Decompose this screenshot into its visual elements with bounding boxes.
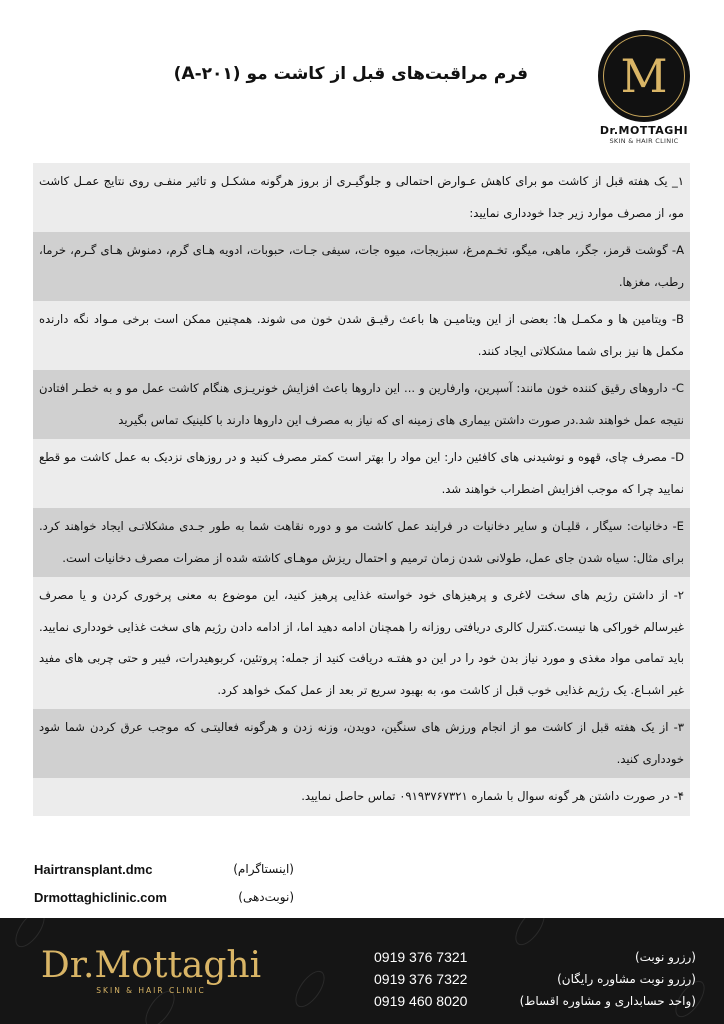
logo-letter: M — [620, 49, 668, 103]
section-3: ۳- از یک هفته قبل از کاشت مو از انجام ورزش های سنگین، دویدن، وزنه زدن و هرگونه فعالیتـی که موجب عرق کردن شما شود خودداری کنید. — [33, 709, 690, 778]
section-a: A- گوشت قرمز، جگر، ماهی، میگو، تخـم‌مرغ، سبزیجات، میوه جات، سیفی جـات، حبوبات، ادویه هـای گرم، دمنوش هـای گـرم، خرما، رطب، مغزها. — [33, 232, 690, 301]
section-d: D- مصرف چای، قهوه و نوشیدنی های کافئین دار: این مواد را بهتر است کمتر مصرف کنید و در روزهای نزدیک به عمل کاشت مو قطع نمایید چرا که موجب افزایش اضطراب خواهند شد. — [33, 439, 690, 508]
label-accounting: (واحد حسابداری و مشاوره اقساط) — [519, 994, 696, 1008]
brand-subtitle: SKIN & HAIR CLINIC — [609, 137, 679, 145]
logo-ring — [603, 35, 685, 117]
section-b: B- ویتامین ها و مکمـل ها: بعضی از این ویتامیـن ها باعث رقیـق شدن خون می شوند. همچنین ممکن است برخی مـواد نگه دارنده مکمل ها نیز برای شما مشکلاتی ایجاد کنند. — [33, 301, 690, 370]
footer-phone-numbers — [374, 946, 484, 1012]
website-link[interactable]: Drmottaghiclinic.com — [34, 889, 167, 905]
label-booking: (رزرو نوبت) — [634, 950, 696, 964]
leaf-pattern — [290, 966, 330, 1012]
brand-name: Dr.MOTTAGHI — [599, 124, 689, 137]
contact-website — [34, 883, 294, 911]
footer-logo-subtitle: SKIN & HAIR CLINIC — [96, 986, 206, 995]
clinic-logo — [598, 30, 690, 122]
contact-instagram — [34, 855, 294, 883]
instagram-label: (اینستاگرام) — [233, 862, 294, 876]
section-intro: ۱_ یک هفته قبل از کاشت مو برای کاهش عـوارض احتمالی و جلوگیـری از بروز هرگونه مشکـل و تاثیر منفـی روی نتایج عمـل کاشت مو، از مصرف موارد زیر جدا خودداری نمایید: — [33, 163, 690, 232]
label-free-consult: (رزرو نوبت مشاوره رایگان) — [557, 972, 696, 986]
phone-accounting[interactable]: 0919 460 8020 — [374, 993, 468, 1009]
page-title: فرم مراقبت‌های قبل از کاشت مو (A-۲۰۱) — [173, 64, 528, 84]
website-label: (نوبت‌دهی) — [238, 890, 294, 904]
phone-free-consult[interactable]: 0919 376 7322 — [374, 971, 468, 987]
section-e: E- دخانیات: سیگار ، قلیـان و سایر دخانیات در فرایند عمل کاشت مو و دوره نقاهت شما به طور جـدی مشکلاتـی ایجاد خواهند کرد. برای مثال: سیاه شدن جای عمل، طولانی شدن زمان ترمیم و احتمال ریزش موهـای کاشته شده از مضرات مصرف دخانیات است. — [33, 508, 690, 577]
footer — [0, 918, 724, 1024]
contact-list — [34, 855, 294, 911]
care-instructions — [33, 163, 690, 816]
footer-logo-name: Dr.Mottaghi — [40, 945, 262, 986]
footer-logo — [36, 946, 266, 995]
section-4: ۴- در صورت داشتن هر گونه سوال با شماره ۰۹۱۹۳۷۶۷۳۲۱ تماس حاصل نمایید. — [33, 778, 690, 816]
section-c: C- داروهای رقیق کننده خون مانند: آسپرین، وارفارین و ... این داروها باعث افزایش خونریـزی هنگام کاشت عمل مو و به خطـر افتادن نتیجه عمل خواهند شد.در صورت داشتن بیماری های زمینه ای که نیاز به مصرف این داروها دارند با کلینیک تماس بگیرید — [33, 370, 690, 439]
phone-booking[interactable]: 0919 376 7321 — [374, 949, 468, 965]
instagram-link[interactable]: Hairtransplant.dmc — [34, 861, 153, 877]
footer-phone-labels — [486, 946, 696, 1012]
brand-block — [584, 124, 704, 145]
section-2: ۲- از داشتن رژیم های سخت لاغری و پرهیزهای خود خواسته غذایی پرهیز کنید، این موضوع به معنی پرخوری کردن و یا مصرف غیرسالم خوراکی ها نیست.کنترل کالری دریافتی روزانه را همچنان ادامه دهید اما، از ادامه دادن رژیم های سخت غذایی خودداری نمایید. باید تمامی مواد مغذی و مورد نیاز بدن خود را در این دو هفتـه دریافت کنید از جمله: پروتئین، کربوهیدرات، فیبر و حتی چربی های مفید غیر اشبـاع. یک رژیم غذایی خوب قبل از کاشت مو، به بهبود سریع تر بعد از عمل کمک خواهد کرد. — [33, 577, 690, 709]
